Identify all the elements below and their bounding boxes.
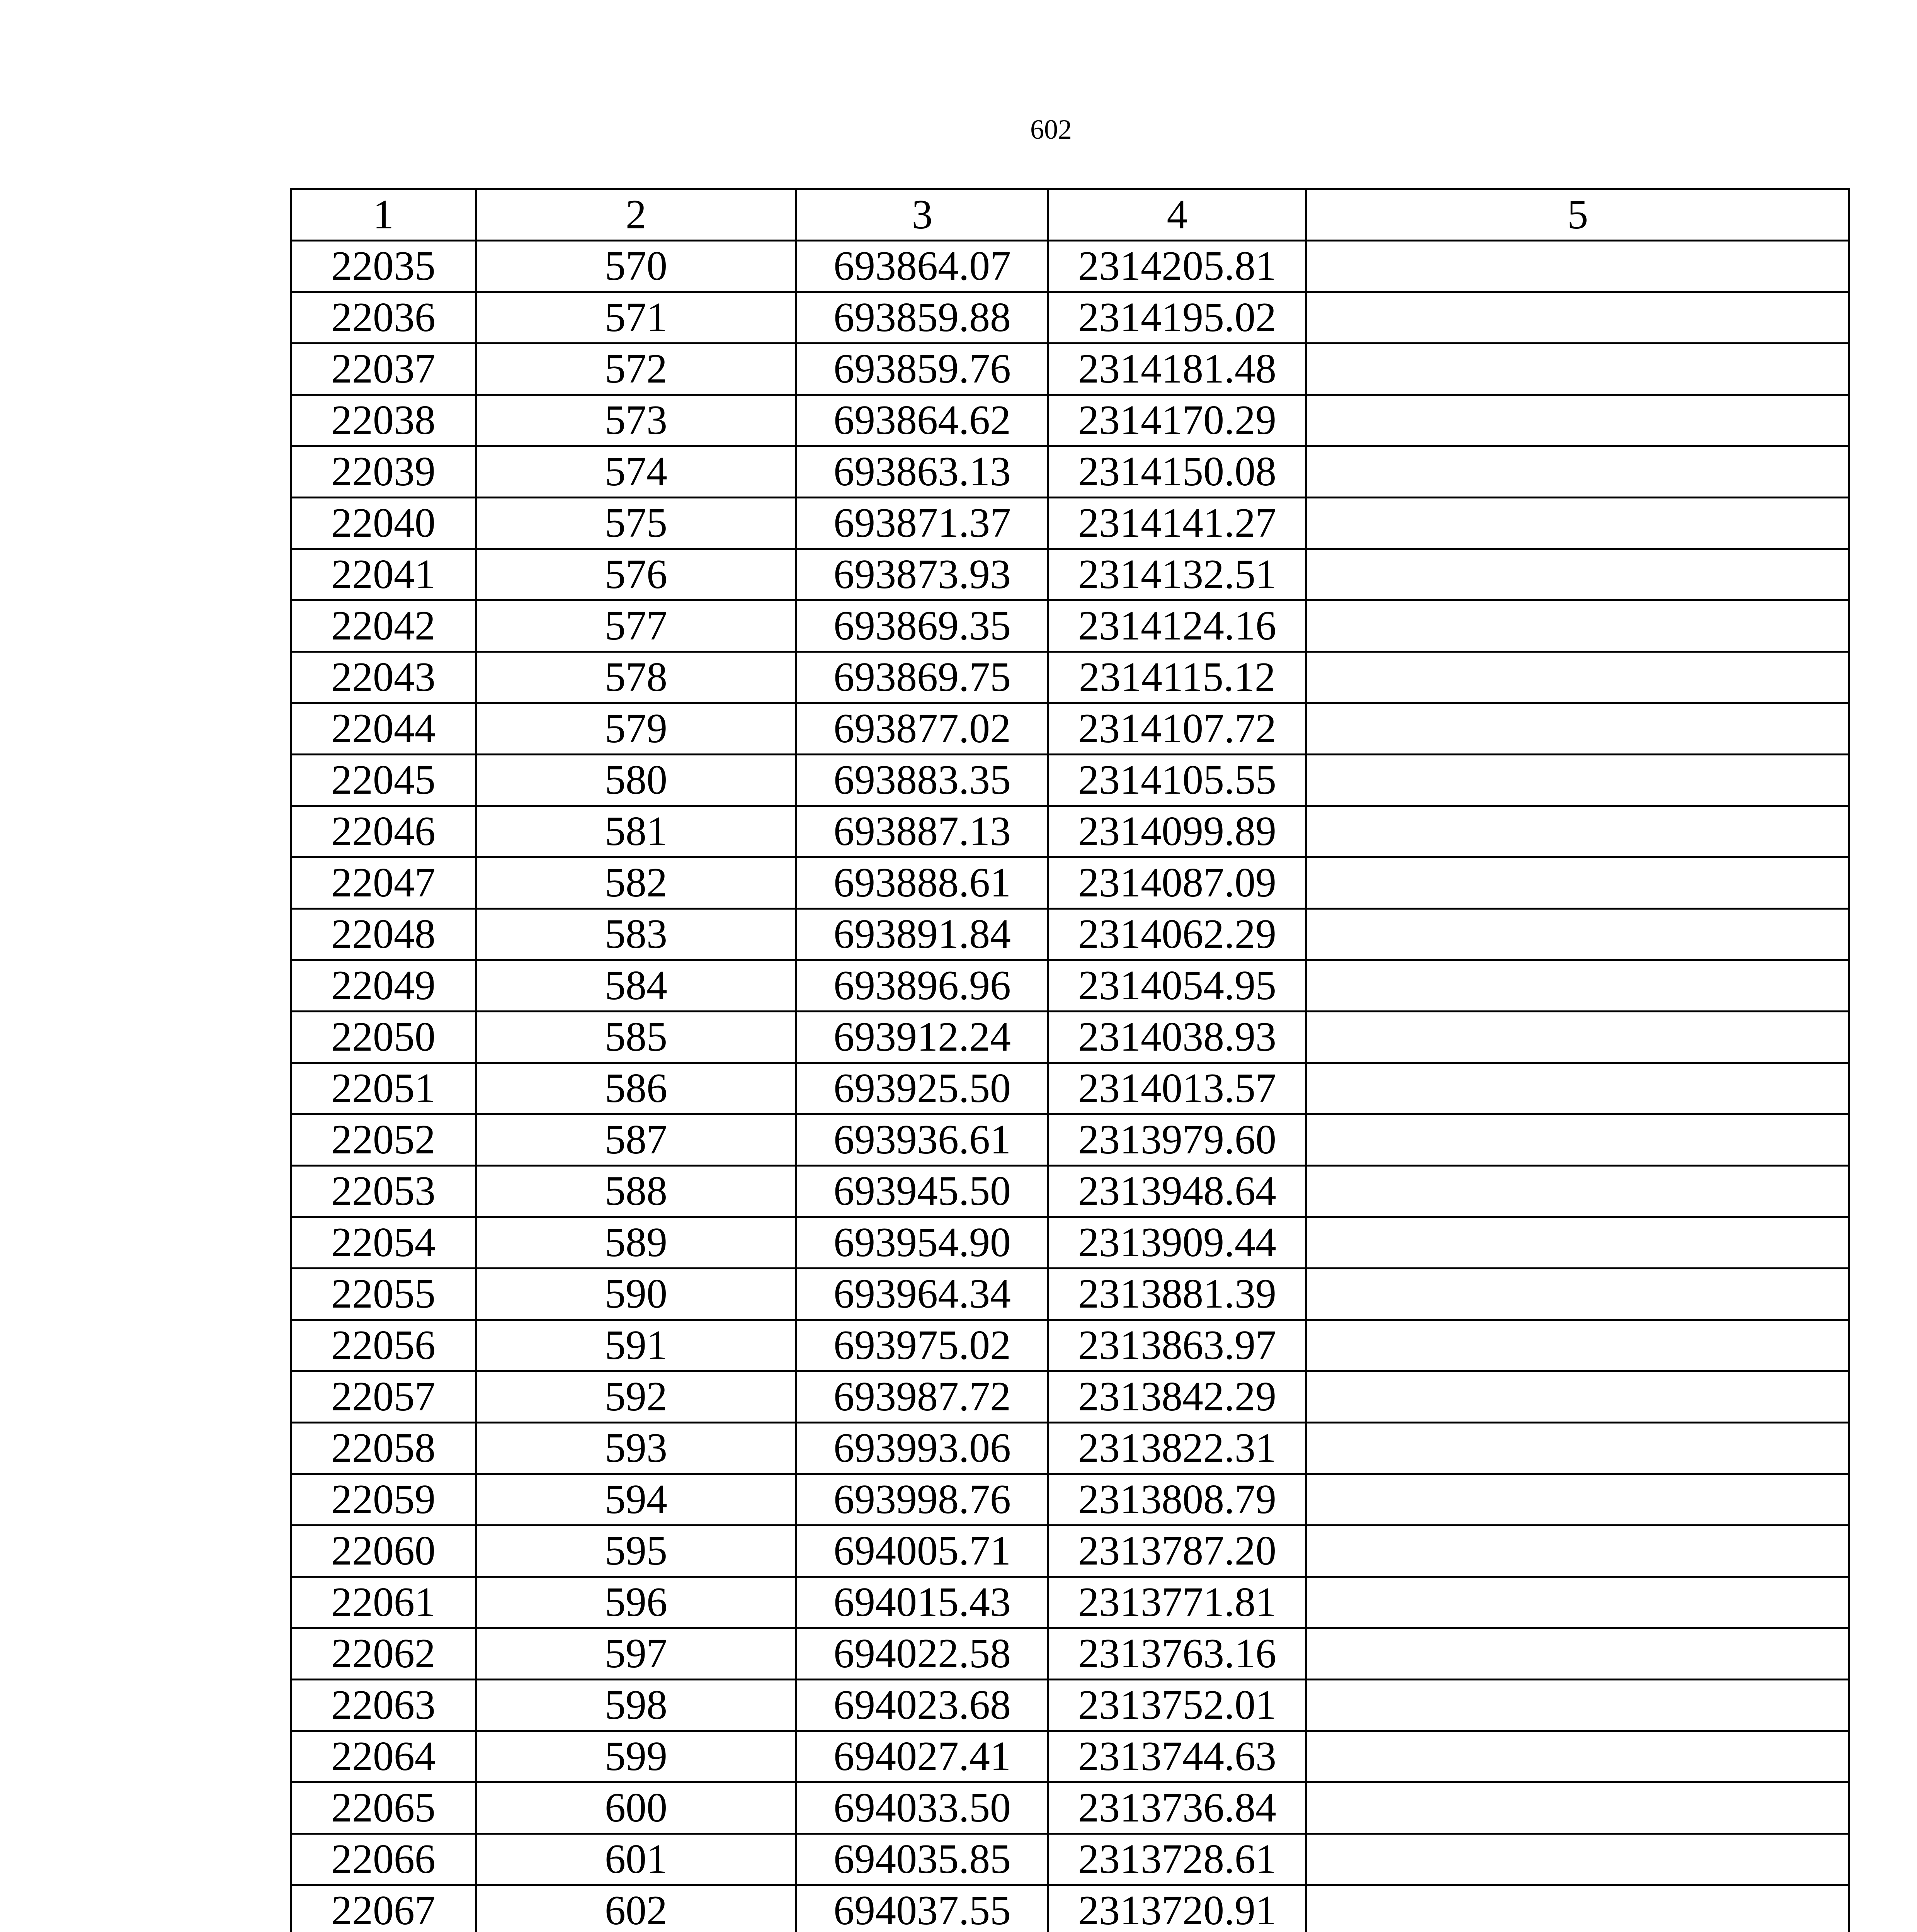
cell-point-number: 589 bbox=[476, 1217, 796, 1269]
cell-note bbox=[1306, 1782, 1849, 1834]
cell-point-id: 22055 bbox=[291, 1269, 476, 1320]
cell-coordinate-x: 693883.35 bbox=[796, 755, 1048, 806]
cell-point-id: 22066 bbox=[291, 1834, 476, 1885]
table-row bbox=[291, 1885, 1849, 1932]
cell-note bbox=[1306, 344, 1849, 395]
table-row bbox=[291, 1371, 1849, 1423]
cell-point-id: 22046 bbox=[291, 806, 476, 857]
cell-point-number: 579 bbox=[476, 703, 796, 755]
cell-note bbox=[1306, 292, 1849, 344]
table-row bbox=[291, 1063, 1849, 1114]
table-row bbox=[291, 1526, 1849, 1577]
column-header-3: 3 bbox=[796, 189, 1048, 241]
cell-note bbox=[1306, 1371, 1849, 1423]
table-row bbox=[291, 344, 1849, 395]
cell-note bbox=[1306, 1474, 1849, 1526]
table-row bbox=[291, 1834, 1849, 1885]
cell-coordinate-y: 2314170.29 bbox=[1048, 395, 1306, 446]
cell-point-number: 598 bbox=[476, 1680, 796, 1731]
column-header-2: 2 bbox=[476, 189, 796, 241]
cell-coordinate-x: 693859.76 bbox=[796, 344, 1048, 395]
cell-point-number: 597 bbox=[476, 1628, 796, 1680]
cell-coordinate-y: 2314124.16 bbox=[1048, 600, 1306, 652]
cell-point-number: 602 bbox=[476, 1885, 796, 1932]
cell-note bbox=[1306, 1423, 1849, 1474]
table-row bbox=[291, 549, 1849, 600]
cell-note bbox=[1306, 395, 1849, 446]
column-header-1: 1 bbox=[291, 189, 476, 241]
cell-point-id: 22044 bbox=[291, 703, 476, 755]
cell-point-id: 22065 bbox=[291, 1782, 476, 1834]
table-row bbox=[291, 960, 1849, 1012]
cell-point-id: 22064 bbox=[291, 1731, 476, 1782]
table-row bbox=[291, 1114, 1849, 1166]
table-row bbox=[291, 909, 1849, 960]
page-number: 602 bbox=[1030, 114, 1072, 145]
table-row bbox=[291, 446, 1849, 498]
cell-coordinate-x: 694005.71 bbox=[796, 1526, 1048, 1577]
cell-coordinate-y: 2314038.93 bbox=[1048, 1012, 1306, 1063]
cell-coordinate-y: 2313771.81 bbox=[1048, 1577, 1306, 1628]
cell-point-id: 22062 bbox=[291, 1628, 476, 1680]
cell-coordinate-x: 694033.50 bbox=[796, 1782, 1048, 1834]
table-body bbox=[291, 241, 1849, 1932]
cell-point-id: 22060 bbox=[291, 1526, 476, 1577]
cell-coordinate-y: 2313752.01 bbox=[1048, 1680, 1306, 1731]
cell-point-number: 580 bbox=[476, 755, 796, 806]
cell-note bbox=[1306, 498, 1849, 549]
coordinates-table bbox=[290, 188, 1850, 1932]
table-row bbox=[291, 1731, 1849, 1782]
table-row bbox=[291, 1166, 1849, 1217]
cell-coordinate-y: 2314013.57 bbox=[1048, 1063, 1306, 1114]
cell-note bbox=[1306, 909, 1849, 960]
cell-coordinate-x: 693869.35 bbox=[796, 600, 1048, 652]
cell-coordinate-x: 693912.24 bbox=[796, 1012, 1048, 1063]
cell-point-number: 593 bbox=[476, 1423, 796, 1474]
cell-coordinate-x: 693864.62 bbox=[796, 395, 1048, 446]
table-row bbox=[291, 1680, 1849, 1731]
cell-coordinate-y: 2313909.44 bbox=[1048, 1217, 1306, 1269]
cell-point-number: 577 bbox=[476, 600, 796, 652]
cell-point-number: 571 bbox=[476, 292, 796, 344]
cell-coordinate-x: 694027.41 bbox=[796, 1731, 1048, 1782]
cell-coordinate-x: 694035.85 bbox=[796, 1834, 1048, 1885]
column-header-4: 4 bbox=[1048, 189, 1306, 241]
cell-coordinate-x: 693964.34 bbox=[796, 1269, 1048, 1320]
cell-coordinate-x: 693975.02 bbox=[796, 1320, 1048, 1371]
cell-coordinate-y: 2314115.12 bbox=[1048, 652, 1306, 703]
cell-point-number: 573 bbox=[476, 395, 796, 446]
cell-note bbox=[1306, 1166, 1849, 1217]
table-row bbox=[291, 1782, 1849, 1834]
table-row bbox=[291, 498, 1849, 549]
cell-point-number: 594 bbox=[476, 1474, 796, 1526]
cell-point-id: 22063 bbox=[291, 1680, 476, 1731]
cell-coordinate-y: 2313736.84 bbox=[1048, 1782, 1306, 1834]
cell-point-number: 572 bbox=[476, 344, 796, 395]
cell-point-number: 601 bbox=[476, 1834, 796, 1885]
cell-note bbox=[1306, 1526, 1849, 1577]
cell-coordinate-x: 693859.88 bbox=[796, 292, 1048, 344]
cell-coordinate-x: 693945.50 bbox=[796, 1166, 1048, 1217]
cell-point-number: 581 bbox=[476, 806, 796, 857]
cell-point-number: 578 bbox=[476, 652, 796, 703]
table-row bbox=[291, 1269, 1849, 1320]
cell-coordinate-x: 693891.84 bbox=[796, 909, 1048, 960]
cell-coordinate-y: 2314132.51 bbox=[1048, 549, 1306, 600]
cell-point-number: 583 bbox=[476, 909, 796, 960]
cell-coordinate-x: 693925.50 bbox=[796, 1063, 1048, 1114]
cell-coordinate-x: 694023.68 bbox=[796, 1680, 1048, 1731]
cell-note bbox=[1306, 1628, 1849, 1680]
table-row bbox=[291, 600, 1849, 652]
table-row bbox=[291, 1628, 1849, 1680]
cell-point-number: 570 bbox=[476, 241, 796, 292]
cell-note bbox=[1306, 1269, 1849, 1320]
cell-point-id: 22051 bbox=[291, 1063, 476, 1114]
cell-coordinate-x: 693871.37 bbox=[796, 498, 1048, 549]
cell-coordinate-x: 694037.55 bbox=[796, 1885, 1048, 1932]
cell-coordinate-x: 694022.58 bbox=[796, 1628, 1048, 1680]
cell-coordinate-x: 693936.61 bbox=[796, 1114, 1048, 1166]
table-header bbox=[291, 189, 1849, 241]
cell-note bbox=[1306, 1217, 1849, 1269]
cell-note bbox=[1306, 652, 1849, 703]
cell-coordinate-x: 693993.06 bbox=[796, 1423, 1048, 1474]
cell-point-number: 575 bbox=[476, 498, 796, 549]
cell-coordinate-x: 693998.76 bbox=[796, 1474, 1048, 1526]
cell-coordinate-y: 2313787.20 bbox=[1048, 1526, 1306, 1577]
cell-coordinate-y: 2313744.63 bbox=[1048, 1731, 1306, 1782]
cell-point-id: 22057 bbox=[291, 1371, 476, 1423]
cell-point-id: 22050 bbox=[291, 1012, 476, 1063]
column-header-5: 5 bbox=[1306, 189, 1849, 241]
cell-coordinate-x: 693987.72 bbox=[796, 1371, 1048, 1423]
cell-point-id: 22036 bbox=[291, 292, 476, 344]
cell-point-number: 574 bbox=[476, 446, 796, 498]
cell-coordinate-y: 2313720.91 bbox=[1048, 1885, 1306, 1932]
cell-point-id: 22039 bbox=[291, 446, 476, 498]
cell-point-id: 22067 bbox=[291, 1885, 476, 1932]
cell-point-id: 22061 bbox=[291, 1577, 476, 1628]
cell-note bbox=[1306, 1834, 1849, 1885]
cell-coordinate-y: 2313822.31 bbox=[1048, 1423, 1306, 1474]
cell-point-number: 600 bbox=[476, 1782, 796, 1834]
cell-point-id: 22043 bbox=[291, 652, 476, 703]
cell-point-id: 22049 bbox=[291, 960, 476, 1012]
cell-note bbox=[1306, 703, 1849, 755]
table-header-row bbox=[291, 189, 1849, 241]
cell-coordinate-x: 693887.13 bbox=[796, 806, 1048, 857]
table-row bbox=[291, 1577, 1849, 1628]
cell-note bbox=[1306, 1577, 1849, 1628]
table-row bbox=[291, 806, 1849, 857]
cell-coordinate-y: 2313763.16 bbox=[1048, 1628, 1306, 1680]
cell-point-number: 587 bbox=[476, 1114, 796, 1166]
table-row bbox=[291, 652, 1849, 703]
cell-coordinate-y: 2313863.97 bbox=[1048, 1320, 1306, 1371]
cell-note bbox=[1306, 806, 1849, 857]
cell-coordinate-y: 2314150.08 bbox=[1048, 446, 1306, 498]
cell-coordinate-x: 694015.43 bbox=[796, 1577, 1048, 1628]
table-row bbox=[291, 1474, 1849, 1526]
table-row bbox=[291, 857, 1849, 909]
cell-note bbox=[1306, 600, 1849, 652]
cell-point-number: 584 bbox=[476, 960, 796, 1012]
cell-note bbox=[1306, 1063, 1849, 1114]
cell-point-id: 22045 bbox=[291, 755, 476, 806]
cell-coordinate-y: 2313948.64 bbox=[1048, 1166, 1306, 1217]
cell-coordinate-y: 2314107.72 bbox=[1048, 703, 1306, 755]
table-row bbox=[291, 1012, 1849, 1063]
cell-coordinate-y: 2314062.29 bbox=[1048, 909, 1306, 960]
cell-note bbox=[1306, 755, 1849, 806]
table-row bbox=[291, 1217, 1849, 1269]
table-row bbox=[291, 241, 1849, 292]
cell-point-id: 22056 bbox=[291, 1320, 476, 1371]
cell-coordinate-y: 2314195.02 bbox=[1048, 292, 1306, 344]
cell-coordinate-x: 693877.02 bbox=[796, 703, 1048, 755]
cell-point-id: 22047 bbox=[291, 857, 476, 909]
cell-note bbox=[1306, 1320, 1849, 1371]
cell-note bbox=[1306, 549, 1849, 600]
cell-note bbox=[1306, 960, 1849, 1012]
cell-note bbox=[1306, 1885, 1849, 1932]
cell-point-id: 22035 bbox=[291, 241, 476, 292]
cell-point-id: 22058 bbox=[291, 1423, 476, 1474]
cell-coordinate-y: 2313808.79 bbox=[1048, 1474, 1306, 1526]
cell-point-number: 591 bbox=[476, 1320, 796, 1371]
cell-point-id: 22059 bbox=[291, 1474, 476, 1526]
cell-point-number: 595 bbox=[476, 1526, 796, 1577]
cell-coordinate-y: 2313979.60 bbox=[1048, 1114, 1306, 1166]
cell-point-number: 596 bbox=[476, 1577, 796, 1628]
cell-note bbox=[1306, 1114, 1849, 1166]
cell-note bbox=[1306, 1731, 1849, 1782]
cell-point-id: 22040 bbox=[291, 498, 476, 549]
cell-coordinate-x: 693896.96 bbox=[796, 960, 1048, 1012]
cell-point-id: 22052 bbox=[291, 1114, 476, 1166]
cell-point-id: 22053 bbox=[291, 1166, 476, 1217]
cell-point-number: 585 bbox=[476, 1012, 796, 1063]
cell-point-number: 576 bbox=[476, 549, 796, 600]
cell-note bbox=[1306, 446, 1849, 498]
cell-coordinate-y: 2314205.81 bbox=[1048, 241, 1306, 292]
cell-note bbox=[1306, 241, 1849, 292]
cell-coordinate-y: 2313881.39 bbox=[1048, 1269, 1306, 1320]
cell-coordinate-x: 693888.61 bbox=[796, 857, 1048, 909]
cell-coordinate-x: 693864.07 bbox=[796, 241, 1048, 292]
cell-coordinate-y: 2314141.27 bbox=[1048, 498, 1306, 549]
cell-point-id: 22041 bbox=[291, 549, 476, 600]
cell-note bbox=[1306, 857, 1849, 909]
cell-coordinate-y: 2314105.55 bbox=[1048, 755, 1306, 806]
cell-coordinate-x: 693863.13 bbox=[796, 446, 1048, 498]
cell-point-id: 22054 bbox=[291, 1217, 476, 1269]
cell-point-id: 22038 bbox=[291, 395, 476, 446]
cell-point-number: 592 bbox=[476, 1371, 796, 1423]
cell-point-id: 22048 bbox=[291, 909, 476, 960]
cell-point-number: 588 bbox=[476, 1166, 796, 1217]
cell-coordinate-y: 2314181.48 bbox=[1048, 344, 1306, 395]
cell-coordinate-x: 693954.90 bbox=[796, 1217, 1048, 1269]
cell-note bbox=[1306, 1680, 1849, 1731]
table-row bbox=[291, 1423, 1849, 1474]
table-row bbox=[291, 1320, 1849, 1371]
cell-coordinate-x: 693869.75 bbox=[796, 652, 1048, 703]
cell-coordinate-y: 2314087.09 bbox=[1048, 857, 1306, 909]
table-row bbox=[291, 292, 1849, 344]
cell-point-number: 586 bbox=[476, 1063, 796, 1114]
cell-coordinate-x: 693873.93 bbox=[796, 549, 1048, 600]
cell-note bbox=[1306, 1012, 1849, 1063]
cell-coordinate-y: 2314054.95 bbox=[1048, 960, 1306, 1012]
table-row bbox=[291, 703, 1849, 755]
cell-point-number: 590 bbox=[476, 1269, 796, 1320]
table-row bbox=[291, 395, 1849, 446]
cell-coordinate-y: 2313728.61 bbox=[1048, 1834, 1306, 1885]
cell-point-number: 582 bbox=[476, 857, 796, 909]
cell-coordinate-y: 2314099.89 bbox=[1048, 806, 1306, 857]
cell-point-id: 22042 bbox=[291, 600, 476, 652]
cell-point-number: 599 bbox=[476, 1731, 796, 1782]
cell-point-id: 22037 bbox=[291, 344, 476, 395]
table-row bbox=[291, 755, 1849, 806]
cell-coordinate-y: 2313842.29 bbox=[1048, 1371, 1306, 1423]
